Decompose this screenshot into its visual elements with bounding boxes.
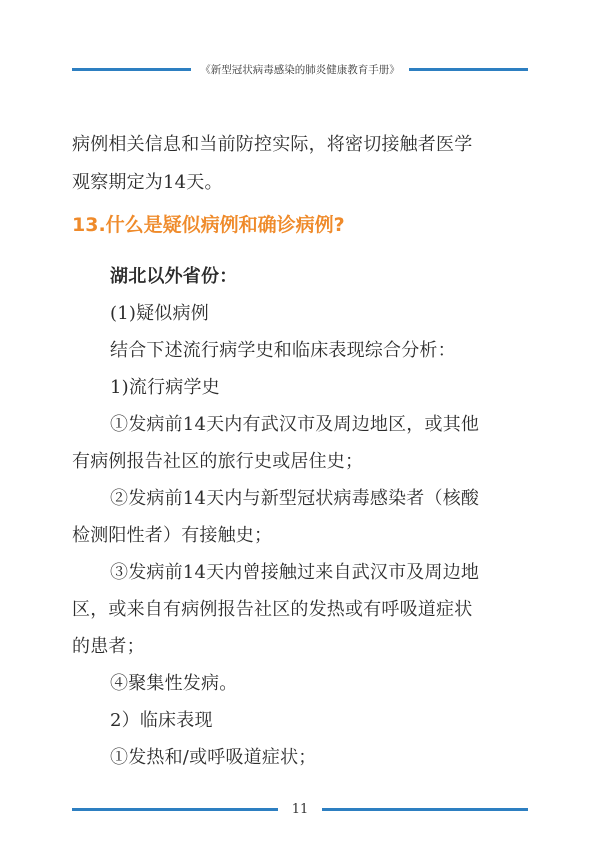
intro-paragraph xyxy=(72,126,532,202)
region-subheading: 湖北以外省份： xyxy=(110,266,238,287)
section-heading: 13.什么是疑似病例和确诊病例? xyxy=(72,214,345,236)
section-content xyxy=(72,258,532,776)
text-line: 观察期定为14天。 xyxy=(72,172,223,193)
list-item-line: 的患者； xyxy=(72,636,145,657)
footer-rule-right xyxy=(322,808,528,811)
list-item-line: ④聚集性发病。 xyxy=(110,673,238,694)
list-item-line: ①发病前14天内有武汉市及周边地区，或其他 xyxy=(110,414,480,435)
list-item-line: 检测阳性者）有接触史； xyxy=(72,525,273,546)
list-item-line: 有病例报告社区的旅行史或居住史； xyxy=(72,451,364,472)
list-item-line: ③发病前14天内曾接触过来自武汉市及周边地 xyxy=(110,562,480,583)
header-rule-right xyxy=(409,68,528,71)
list-item-line: ①发热和/或呼吸道症状； xyxy=(110,747,317,768)
header-rule-left xyxy=(72,68,191,71)
text-line: 病例相关信息和当前防控实际，将密切接触者医学 xyxy=(72,134,473,155)
subsection-label: (1)疑似病例 xyxy=(110,303,209,324)
page-number: 11 xyxy=(291,801,309,817)
book-title: 《新型冠状病毒感染的肺炎健康教育手册》 xyxy=(200,63,400,76)
footer-rule-left xyxy=(72,808,278,811)
page-footer xyxy=(72,797,528,821)
list-item-line: ②发病前14天内与新型冠状病毒感染者（核酸 xyxy=(110,488,480,509)
subsection-label: 1)流行病学史 xyxy=(110,377,220,398)
page-header xyxy=(72,58,528,80)
subsection-label: 2）临床表现 xyxy=(110,710,213,731)
list-item-line: 区，或来自有病例报告社区的发热或有呼吸道症状 xyxy=(72,599,473,620)
text-line: 结合下述流行病学史和临床表现综合分析： xyxy=(110,340,456,361)
